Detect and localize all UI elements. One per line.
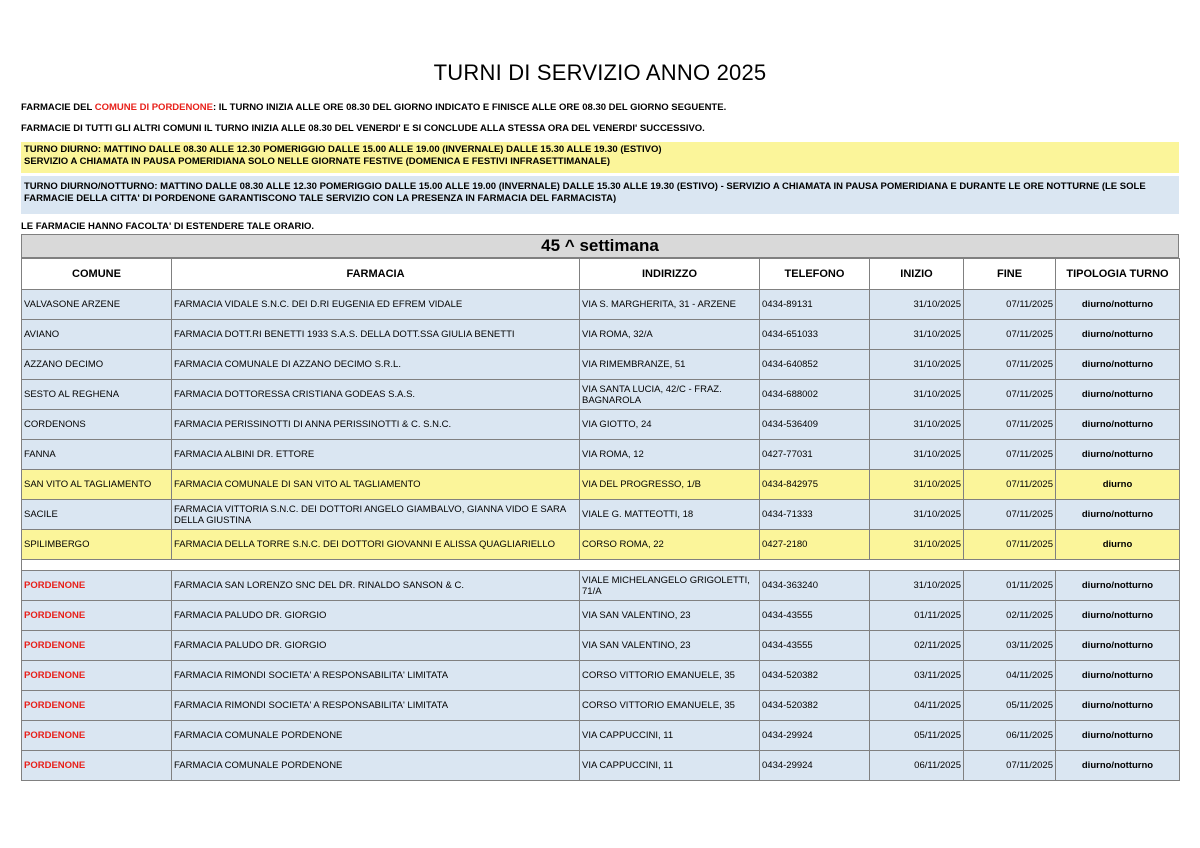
cell-tipologia: diurno/notturno [1056,380,1180,410]
cell-fine: 01/11/2025 [964,571,1056,601]
cell-indirizzo: VIA SAN VALENTINO, 23 [580,601,760,631]
cell-inizio: 04/11/2025 [870,691,964,721]
cell-indirizzo: VIA ROMA, 32/A [580,320,760,350]
note-pordenone-highlight: COMUNE DI PORDENONE [94,102,213,113]
table-row [22,530,1180,560]
table-row [22,470,1180,500]
cell-telefono: 0434-43555 [760,601,870,631]
cell-inizio: 31/10/2025 [870,500,964,530]
table-row [22,721,1180,751]
table-row [22,500,1180,530]
cell-inizio: 31/10/2025 [870,440,964,470]
cell-farmacia: FARMACIA COMUNALE PORDENONE [172,751,580,781]
cell-indirizzo: CORSO ROMA, 22 [580,530,760,560]
cell-indirizzo: VIA RIMEMBRANZE, 51 [580,350,760,380]
cell-inizio: 03/11/2025 [870,661,964,691]
cell-inizio: 31/10/2025 [870,530,964,560]
cell-tipologia: diurno/notturno [1056,350,1180,380]
cell-comune: AZZANO DECIMO [22,350,172,380]
cell-inizio: 31/10/2025 [870,470,964,500]
cell-tipologia: diurno/notturno [1056,751,1180,781]
cell-fine: 07/11/2025 [964,470,1056,500]
table-row [22,751,1180,781]
cell-tipologia: diurno/notturno [1056,721,1180,751]
cell-tipologia: diurno [1056,530,1180,560]
cell-tipologia: diurno/notturno [1056,661,1180,691]
cell-telefono: 0434-363240 [760,571,870,601]
cell-farmacia: FARMACIA DOTTORESSA CRISTIANA GODEAS S.A.S. [172,380,580,410]
cell-fine: 07/11/2025 [964,440,1056,470]
cell-telefono: 0434-842975 [760,470,870,500]
cell-telefono: 0434-520382 [760,691,870,721]
cell-inizio: 31/10/2025 [870,571,964,601]
cell-comune: PORDENONE [22,571,172,601]
cell-farmacia: FARMACIA PALUDO DR. GIORGIO [172,601,580,631]
cell-farmacia: FARMACIA SAN LORENZO SNC DEL DR. RINALDO SANSON & C. [172,571,580,601]
cell-telefono: 0434-29924 [760,721,870,751]
cell-indirizzo: VIALE MICHELANGELO GRIGOLETTI, 71/A [580,571,760,601]
cell-comune: PORDENONE [22,751,172,781]
cell-inizio: 01/11/2025 [870,601,964,631]
table-row [22,601,1180,631]
col-header-comune: COMUNE [22,259,172,290]
cell-comune: SACILE [22,500,172,530]
note-turno-diurno-line2: SERVIZIO A CHIAMATA IN PAUSA POMERIDIANA SOLO NELLE GIORNATE FESTIVE (DOMENICA E FESTIVI INFRASETTIMANALE) [24,156,611,167]
table-row [22,661,1180,691]
cell-comune: SESTO AL REGHENA [22,380,172,410]
cell-telefono: 0434-89131 [760,290,870,320]
cell-inizio: 31/10/2025 [870,320,964,350]
cell-farmacia: FARMACIA VITTORIA S.N.C. DEI DOTTORI ANGELO GIAMBALVO, GIANNA VIDO E SARA DELLA GIUSTINA [172,500,580,530]
cell-indirizzo: VIA S. MARGHERITA, 31 - ARZENE [580,290,760,320]
cell-fine: 02/11/2025 [964,601,1056,631]
table-row [22,410,1180,440]
cell-telefono: 0434-536409 [760,410,870,440]
cell-farmacia: FARMACIA ALBINI DR. ETTORE [172,440,580,470]
cell-tipologia: diurno/notturno [1056,571,1180,601]
cell-indirizzo: VIA SANTA LUCIA, 42/C - FRAZ. BAGNAROLA [580,380,760,410]
cell-comune: SAN VITO AL TAGLIAMENTO [22,470,172,500]
cell-comune: PORDENONE [22,721,172,751]
cell-inizio: 31/10/2025 [870,290,964,320]
cell-telefono: 0434-640852 [760,350,870,380]
cell-telefono: 0427-2180 [760,530,870,560]
cell-indirizzo: CORSO VITTORIO EMANUELE, 35 [580,691,760,721]
cell-indirizzo: VIA ROMA, 12 [580,440,760,470]
table-row [22,631,1180,661]
cell-fine: 07/11/2025 [964,350,1056,380]
cell-farmacia: FARMACIA COMUNALE PORDENONE [172,721,580,751]
cell-farmacia: FARMACIA RIMONDI SOCIETA' A RESPONSABILITA' LIMITATA [172,691,580,721]
note-other-comuni: FARMACIE DI TUTTI GLI ALTRI COMUNI IL TURNO INIZIA ALLE 08.30 DEL VENERDI' E SI CONCLUDE ALLA STESSA ORA DEL VENERDI' SUCCESSIVO. [21,123,705,134]
table-row [22,691,1180,721]
turni-table [21,258,1180,781]
cell-farmacia: FARMACIA PALUDO DR. GIORGIO [172,631,580,661]
cell-telefono: 0434-29924 [760,751,870,781]
cell-tipologia: diurno/notturno [1056,500,1180,530]
cell-comune: AVIANO [22,320,172,350]
cell-inizio: 02/11/2025 [870,631,964,661]
cell-fine: 06/11/2025 [964,721,1056,751]
cell-telefono: 0434-520382 [760,661,870,691]
table-row [22,571,1180,601]
cell-tipologia: diurno/notturno [1056,601,1180,631]
cell-comune: PORDENONE [22,661,172,691]
note-turno-diurno-line1: TURNO DIURNO: MATTINO DALLE 08.30 ALLE 12.30 POMERIGGIO DALLE 15.00 ALLE 19.00 (INVERNALE) DALLE 15.30 ALLE 19.30 (ESTIVO) [24,144,662,155]
note-pordenone-prefix: FARMACIE DEL [21,102,95,113]
cell-tipologia: diurno/notturno [1056,440,1180,470]
cell-inizio: 31/10/2025 [870,380,964,410]
cell-fine: 07/11/2025 [964,751,1056,781]
cell-tipologia: diurno [1056,470,1180,500]
cell-farmacia: FARMACIA PERISSINOTTI DI ANNA PERISSINOTTI & C. S.N.C. [172,410,580,440]
cell-indirizzo: VIALE G. MATTEOTTI, 18 [580,500,760,530]
note-turno-notturno: TURNO DIURNO/NOTTURNO: MATTINO DALLE 08.30 ALLE 12.30 POMERIGGIO DALLE 15.00 ALLE 19.00 (INVERNALE) DALLE 15.30 ALLE 19.30 (ESTIVO) - SERVIZIO A CHIAMATA IN PAUSA POMERIDIANA E DURANTE LE ORE NOTTURNE (LE SOLE FARMACIE DELLA CITTA' DI PORDENONE GARANTISCONO TALE SERVIZIO CON LA PRESENZA IN FARMACIA DEL FARMACISTA) [21,176,1179,214]
table-row [22,350,1180,380]
cell-inizio: 31/10/2025 [870,410,964,440]
cell-tipologia: diurno/notturno [1056,290,1180,320]
cell-telefono: 0434-71333 [760,500,870,530]
table-row [22,320,1180,350]
col-header-indirizzo: INDIRIZZO [580,259,760,290]
table-header-row [22,259,1180,290]
cell-fine: 05/11/2025 [964,691,1056,721]
cell-fine: 07/11/2025 [964,380,1056,410]
cell-inizio: 05/11/2025 [870,721,964,751]
cell-indirizzo: VIA GIOTTO, 24 [580,410,760,440]
cell-inizio: 06/11/2025 [870,751,964,781]
cell-farmacia: FARMACIA RIMONDI SOCIETA' A RESPONSABILITA' LIMITATA [172,661,580,691]
week-label: 45 ^ settimana [21,234,1179,258]
cell-indirizzo: VIA CAPPUCCINI, 11 [580,751,760,781]
cell-comune: PORDENONE [22,691,172,721]
col-header-telefono: TELEFONO [760,259,870,290]
cell-fine: 04/11/2025 [964,661,1056,691]
cell-comune: PORDENONE [22,601,172,631]
cell-comune: PORDENONE [22,631,172,661]
table-row [22,380,1180,410]
table-row [22,290,1180,320]
cell-fine: 07/11/2025 [964,500,1056,530]
cell-farmacia: FARMACIA VIDALE S.N.C. DEI D.RI EUGENIA ED EFREM VIDALE [172,290,580,320]
cell-telefono: 0434-688002 [760,380,870,410]
cell-indirizzo: VIA DEL PROGRESSO, 1/B [580,470,760,500]
note-pordenone-suffix: : IL TURNO INIZIA ALLE ORE 08.30 DEL GIORNO INDICATO E FINISCE ALLE ORE 08.30 DEL GIORNO SEGUENTE. [212,102,727,113]
cell-fine: 07/11/2025 [964,410,1056,440]
table-row [22,440,1180,470]
cell-farmacia: FARMACIA DELLA TORRE S.N.C. DEI DOTTORI GIOVANNI E ALISSA QUAGLIARIELLO [172,530,580,560]
col-header-tipologia: TIPOLOGIA TURNO [1056,259,1180,290]
cell-farmacia: FARMACIA DOTT.RI BENETTI 1933 S.A.S. DELLA DOTT.SSA GIULIA BENETTI [172,320,580,350]
cell-inizio: 31/10/2025 [870,350,964,380]
cell-farmacia: FARMACIA COMUNALE DI AZZANO DECIMO S.R.L. [172,350,580,380]
cell-comune: SPILIMBERGO [22,530,172,560]
cell-indirizzo: VIA CAPPUCCINI, 11 [580,721,760,751]
cell-fine: 03/11/2025 [964,631,1056,661]
table-spacer-row [22,560,1180,571]
note-pordenone [21,102,726,114]
cell-tipologia: diurno/notturno [1056,410,1180,440]
cell-comune: FANNA [22,440,172,470]
cell-fine: 07/11/2025 [964,530,1056,560]
cell-telefono: 0434-651033 [760,320,870,350]
col-header-fine: FINE [964,259,1056,290]
page-title: TURNI DI SERVIZIO ANNO 2025 [433,60,767,85]
note-turno-diurno [21,142,1179,173]
note-facolta: LE FARMACIE HANNO FACOLTA' DI ESTENDERE TALE ORARIO. [21,221,315,232]
cell-fine: 07/11/2025 [964,320,1056,350]
cell-telefono: 0427-77031 [760,440,870,470]
cell-comune: CORDENONS [22,410,172,440]
cell-indirizzo: VIA SAN VALENTINO, 23 [580,631,760,661]
cell-fine: 07/11/2025 [964,290,1056,320]
cell-tipologia: diurno/notturno [1056,320,1180,350]
spacer-cell [22,560,1180,571]
col-header-inizio: INIZIO [870,259,964,290]
cell-comune: VALVASONE ARZENE [22,290,172,320]
cell-tipologia: diurno/notturno [1056,691,1180,721]
cell-tipologia: diurno/notturno [1056,631,1180,661]
col-header-farmacia: FARMACIA [172,259,580,290]
cell-telefono: 0434-43555 [760,631,870,661]
cell-farmacia: FARMACIA COMUNALE DI SAN VITO AL TAGLIAMENTO [172,470,580,500]
cell-indirizzo: CORSO VITTORIO EMANUELE, 35 [580,661,760,691]
